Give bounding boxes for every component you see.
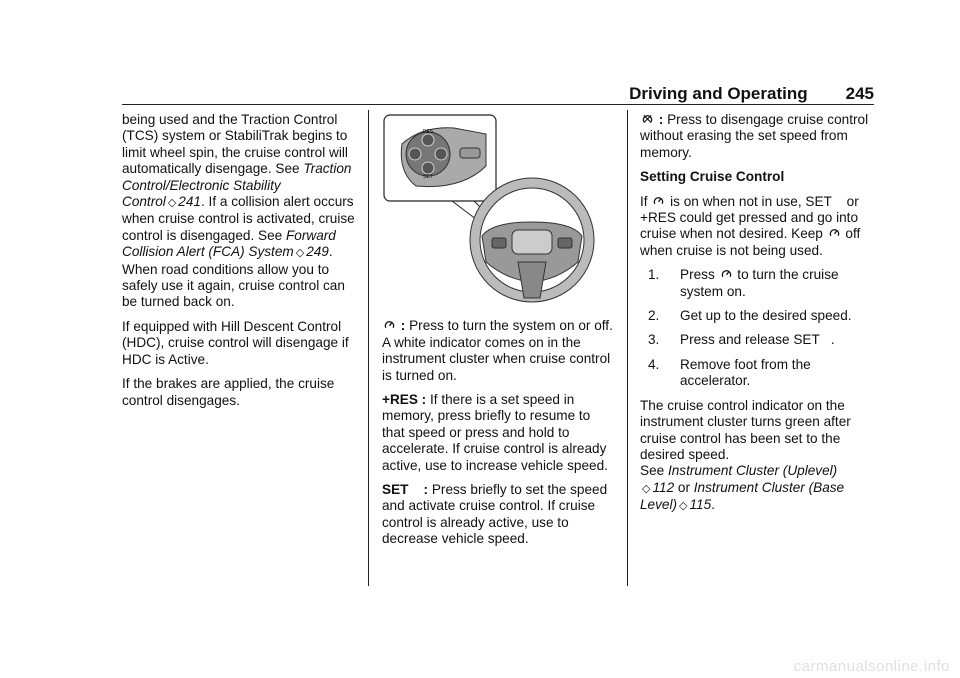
text: Press to disengage cruise control without erasing the set speed from memory. xyxy=(640,112,869,160)
column-middle xyxy=(382,112,616,556)
paragraph xyxy=(640,194,880,260)
step-number: 2. xyxy=(648,308,660,324)
paragraph xyxy=(382,318,616,384)
paragraph xyxy=(122,112,358,311)
column-right xyxy=(640,112,880,523)
text: Press briefly to set the speed and activate cruise control. If cruise control is already active, use to decrease vehicle speed. xyxy=(382,482,608,547)
watermark[interactable]: carmanualsonline.info xyxy=(793,658,950,675)
list-item xyxy=(640,308,880,324)
page-ref[interactable]: 115 xyxy=(689,497,712,513)
link-traction-control[interactable]: Traction Control/Electronic Stability Control xyxy=(122,161,352,210)
page-ref[interactable]: 249 xyxy=(306,244,329,260)
cruise-control-icon xyxy=(721,268,732,280)
column-divider-1 xyxy=(368,110,369,586)
paragraph xyxy=(640,398,880,515)
label: SET : xyxy=(382,482,432,498)
text: The cruise control indicator on the instrument cluster turns green after cruise control has been set to the desired speed. xyxy=(640,397,851,462)
section-title: Driving and Operating xyxy=(629,84,808,103)
paragraph xyxy=(640,112,880,161)
paragraph: If the brakes are applied, the cruise control disengages. xyxy=(122,376,335,408)
page-header xyxy=(629,84,874,104)
link-instrument-cluster-base[interactable]: Instrument Cluster (Base Level) xyxy=(640,479,845,513)
header-rule xyxy=(122,104,874,105)
page-ref-icon: ◇ xyxy=(167,197,177,210)
link-forward-collision-alert[interactable]: Forward Collision Alert (FCA) System xyxy=(122,227,336,260)
step-number: 4. xyxy=(648,356,660,372)
text: . When road conditions allow you to safely use it again, cruise control can be turned back on. xyxy=(122,244,345,310)
page-ref-icon: ◇ xyxy=(679,500,688,513)
text: If there is a set speed in memory, press briefly to resume to that speed or press and hold to accelerate. If cruise control is already active, use to increase vehicle speed. xyxy=(382,392,608,473)
column-left xyxy=(122,112,358,417)
paragraph xyxy=(382,392,616,474)
page-ref[interactable]: 112 xyxy=(652,479,675,495)
page-ref-icon: ◇ xyxy=(642,482,651,495)
text: Press xyxy=(680,267,719,283)
text: off when cruise is not being used. xyxy=(640,226,861,258)
label: : xyxy=(655,112,668,127)
text: . If a collision alert occurs when cruise control is activated, cruise control is disengaged. See xyxy=(122,194,355,243)
label: +RES : xyxy=(382,392,430,408)
label: : xyxy=(397,318,410,334)
text: . xyxy=(711,497,715,513)
step-number: 1. xyxy=(648,267,660,283)
page-ref[interactable]: 241 xyxy=(178,194,201,210)
list-item xyxy=(640,332,880,348)
list-item xyxy=(640,267,880,300)
set-label: SET xyxy=(423,174,433,180)
text: being used and the Traction Control (TCS) system or StabiliTrak begins to limit wheel spin, the cruise control will automatically disengage. See xyxy=(122,112,348,177)
paragraph: If equipped with Hill Descent Control (HDC), cruise control will disengage if HDC is Active. xyxy=(122,318,349,367)
cruise-control-icon xyxy=(384,319,395,331)
link-instrument-cluster-uplevel[interactable]: Instrument Cluster (Uplevel) xyxy=(667,463,838,479)
text: is on when not in use, SET or +RES could get pressed and go into cruise when not desired. Keep xyxy=(640,193,863,242)
cruise-cancel-icon xyxy=(642,113,653,125)
cruise-control-icon xyxy=(829,227,840,239)
steps-list xyxy=(640,267,880,389)
paragraph xyxy=(382,482,616,548)
text: Get up to the desired speed. xyxy=(680,308,852,324)
text: Press and release SET . xyxy=(680,332,835,348)
steering-wheel-illustration xyxy=(382,112,604,304)
column-divider-2 xyxy=(627,110,628,586)
res-label: RES xyxy=(422,129,434,135)
text: See xyxy=(640,463,668,479)
text: or xyxy=(674,479,694,495)
step-number: 3. xyxy=(648,332,660,348)
page-ref-icon: ◇ xyxy=(295,247,305,260)
cruise-control-icon xyxy=(653,195,664,207)
page-number: 245 xyxy=(845,84,874,103)
text: Remove foot from the accelerator. xyxy=(680,356,811,389)
list-item xyxy=(640,357,880,390)
text: If xyxy=(640,193,652,209)
footer xyxy=(0,658,960,678)
text: Press to turn the system on or off. A white indicator comes on in the instrument cluster when cruise control is turned on. xyxy=(382,318,613,383)
text: to turn the cruise system on. xyxy=(680,267,839,299)
section-heading: Setting Cruise Control xyxy=(640,169,785,185)
